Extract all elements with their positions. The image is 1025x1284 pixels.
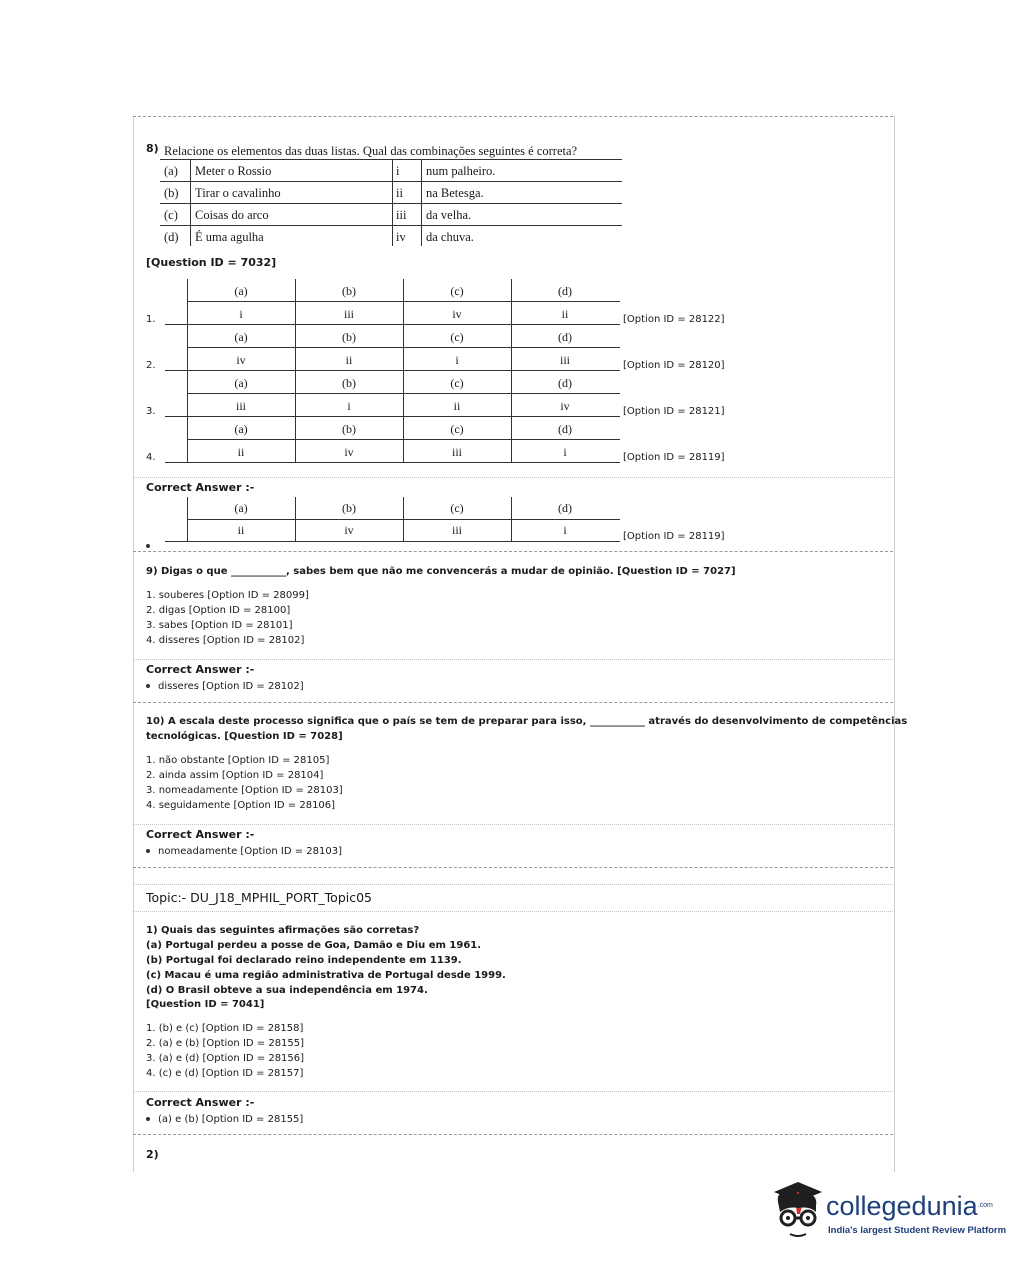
option-header: (a): [234, 501, 248, 515]
option-value: ii: [453, 399, 461, 413]
question-stem: 10) A escala deste processo significa que o país se tem de preparar para isso, ___________ através do desenvolvimento de competências: [146, 716, 908, 727]
option-id: [Option ID = 28119]: [623, 531, 725, 542]
match-right: da chuva.: [426, 230, 474, 244]
question-stem-line2: tecnológicas. [Question ID = 7028]: [146, 731, 343, 742]
statement: (b) Portugal foi declarado reino independente em 1139.: [146, 955, 462, 966]
option-header: (c): [450, 422, 464, 436]
option-header: (d): [558, 284, 572, 298]
option-item: 2. ainda assim [Option ID = 28104]: [146, 770, 324, 781]
option-item: 2. digas [Option ID = 28100]: [146, 605, 291, 616]
logo-tagline: India's largest Student Review Platform: [828, 1225, 1007, 1236]
separator: [133, 884, 893, 885]
correct-answer: [146, 1113, 303, 1127]
separator: [133, 867, 893, 868]
correct-answer-text: (a) e (b) [Option ID = 28155]: [158, 1114, 304, 1125]
option-item: 3. sabes [Option ID = 28101]: [146, 620, 293, 631]
correct-answer-label: Correct Answer :-: [146, 828, 255, 841]
option-number: 4.: [146, 452, 156, 463]
option-header: (c): [450, 501, 464, 515]
option-id: [Option ID = 28122]: [623, 314, 725, 325]
option-id: [Option ID = 28119]: [623, 452, 725, 463]
option-value: iii: [451, 523, 462, 537]
option-item: 4. disseres [Option ID = 28102]: [146, 635, 305, 646]
match-letter: (a): [164, 164, 178, 178]
option-number: 2.: [146, 360, 156, 371]
separator: [133, 659, 893, 660]
option-value: iii: [235, 399, 246, 413]
option-value: i: [563, 445, 567, 459]
option-value: ii: [345, 353, 353, 367]
option-header: (d): [558, 330, 572, 344]
separator: [133, 702, 893, 703]
match-roman: ii: [396, 186, 403, 200]
question-stem: Relacione os elementos das duas listas. Qual das combinações seguintes é correta?: [164, 144, 578, 158]
option-value: iii: [343, 307, 354, 321]
option-header: (c): [450, 376, 464, 390]
separator: [133, 551, 893, 552]
separator: [133, 116, 893, 117]
option-header: (a): [234, 284, 248, 298]
option-value: ii: [237, 445, 245, 459]
correct-answer: [146, 680, 304, 694]
option-header: (d): [558, 376, 572, 390]
option-item: 1. não obstante [Option ID = 28105]: [146, 755, 330, 766]
match-right: na Betesga.: [426, 186, 484, 200]
option-item: 1. (b) e (c) [Option ID = 28158]: [146, 1023, 304, 1034]
option-header: (b): [342, 422, 356, 436]
option-header: (d): [558, 501, 572, 515]
collegedunia-logo-icon: [766, 1176, 828, 1246]
question-stem: 1) Quais das seguintes afirmações são corretas?: [146, 925, 420, 936]
separator: [133, 911, 893, 912]
option-value: iv: [452, 307, 462, 321]
option-value: ii: [561, 307, 569, 321]
option-item: 3. (a) e (d) [Option ID = 28156]: [146, 1053, 305, 1064]
option-id: [Option ID = 28121]: [623, 406, 725, 417]
match-right: da velha.: [426, 208, 472, 222]
option-value: i: [347, 399, 351, 413]
option-value: iv: [560, 399, 570, 413]
option-header: (c): [450, 330, 464, 344]
correct-answer: [146, 845, 342, 859]
match-roman: i: [396, 164, 400, 178]
option-header: (b): [342, 330, 356, 344]
match-roman: iii: [396, 208, 407, 222]
option-value: iii: [451, 445, 462, 459]
option-header: (a): [234, 422, 248, 436]
logo-name: collegedunia: [826, 1191, 978, 1221]
option-header: (d): [558, 422, 572, 436]
option-item: 4. (c) e (d) [Option ID = 28157]: [146, 1068, 304, 1079]
option-header: (a): [234, 330, 248, 344]
option-value: iv: [236, 353, 246, 367]
option-value: iii: [559, 353, 570, 367]
correct-answer-text: disseres [Option ID = 28102]: [158, 681, 304, 692]
correct-answer-text: nomeadamente [Option ID = 28103]: [158, 846, 342, 857]
statement: (d) O Brasil obteve a sua independência em 1974.: [146, 985, 428, 996]
option-header: (b): [342, 284, 356, 298]
correct-answer-label: Correct Answer :-: [146, 481, 255, 494]
match-letter: (d): [164, 230, 179, 244]
match-letter: (b): [164, 186, 179, 200]
question-id: [Question ID = 7032]: [146, 256, 277, 269]
question-id: [Question ID = 7041]: [146, 999, 265, 1010]
question-number: 8): [146, 142, 159, 155]
match-left: Coisas do arco: [195, 208, 269, 222]
match-right: num palheiro.: [426, 164, 496, 178]
question-number: 2): [146, 1148, 159, 1161]
question-stem: 9) Digas o que ___________, sabes bem que não me convencerás a mudar de opinião. [Question ID = 7027]: [146, 566, 736, 577]
logo-suffix: .com: [977, 1202, 993, 1209]
statement: (a) Portugal perdeu a posse de Goa, Damão e Diu em 1961.: [146, 940, 482, 951]
option-value: ii: [237, 523, 245, 537]
option-number: 3.: [146, 406, 156, 417]
option-header: (c): [450, 284, 464, 298]
separator: [133, 1091, 893, 1092]
option-value: i: [563, 523, 567, 537]
option-item: 2. (a) e (b) [Option ID = 28155]: [146, 1038, 305, 1049]
option-item: 4. seguidamente [Option ID = 28106]: [146, 800, 336, 811]
separator: [133, 824, 893, 825]
option-header: (b): [342, 376, 356, 390]
option-value: iv: [344, 523, 354, 537]
option-value: i: [455, 353, 459, 367]
option-item: 3. nomeadamente [Option ID = 28103]: [146, 785, 343, 796]
correct-answer-label: Correct Answer :-: [146, 663, 255, 676]
match-left: Tirar o cavalinho: [195, 186, 281, 200]
option-value: i: [239, 307, 243, 321]
option-header: (b): [342, 501, 356, 515]
separator: [133, 477, 893, 478]
option-header: (a): [234, 376, 248, 390]
option-number: 1.: [146, 314, 156, 325]
match-letter: (c): [164, 208, 178, 222]
statement: (c) Macau é uma região administrativa de Portugal desde 1999.: [146, 970, 506, 981]
separator: [133, 1134, 893, 1135]
match-left: Meter o Rossio: [195, 164, 272, 178]
bullet: [146, 535, 158, 554]
option-id: [Option ID = 28120]: [623, 360, 725, 371]
option-item: 1. souberes [Option ID = 28099]: [146, 590, 309, 601]
option-value: iv: [344, 445, 354, 459]
logo-wordmark: [826, 1190, 993, 1222]
match-left: É uma agulha: [195, 230, 264, 244]
correct-answer-label: Correct Answer :-: [146, 1096, 255, 1109]
match-roman: iv: [396, 230, 406, 244]
topic-heading: Topic:- DU_J18_MPHIL_PORT_Topic05: [146, 890, 373, 905]
